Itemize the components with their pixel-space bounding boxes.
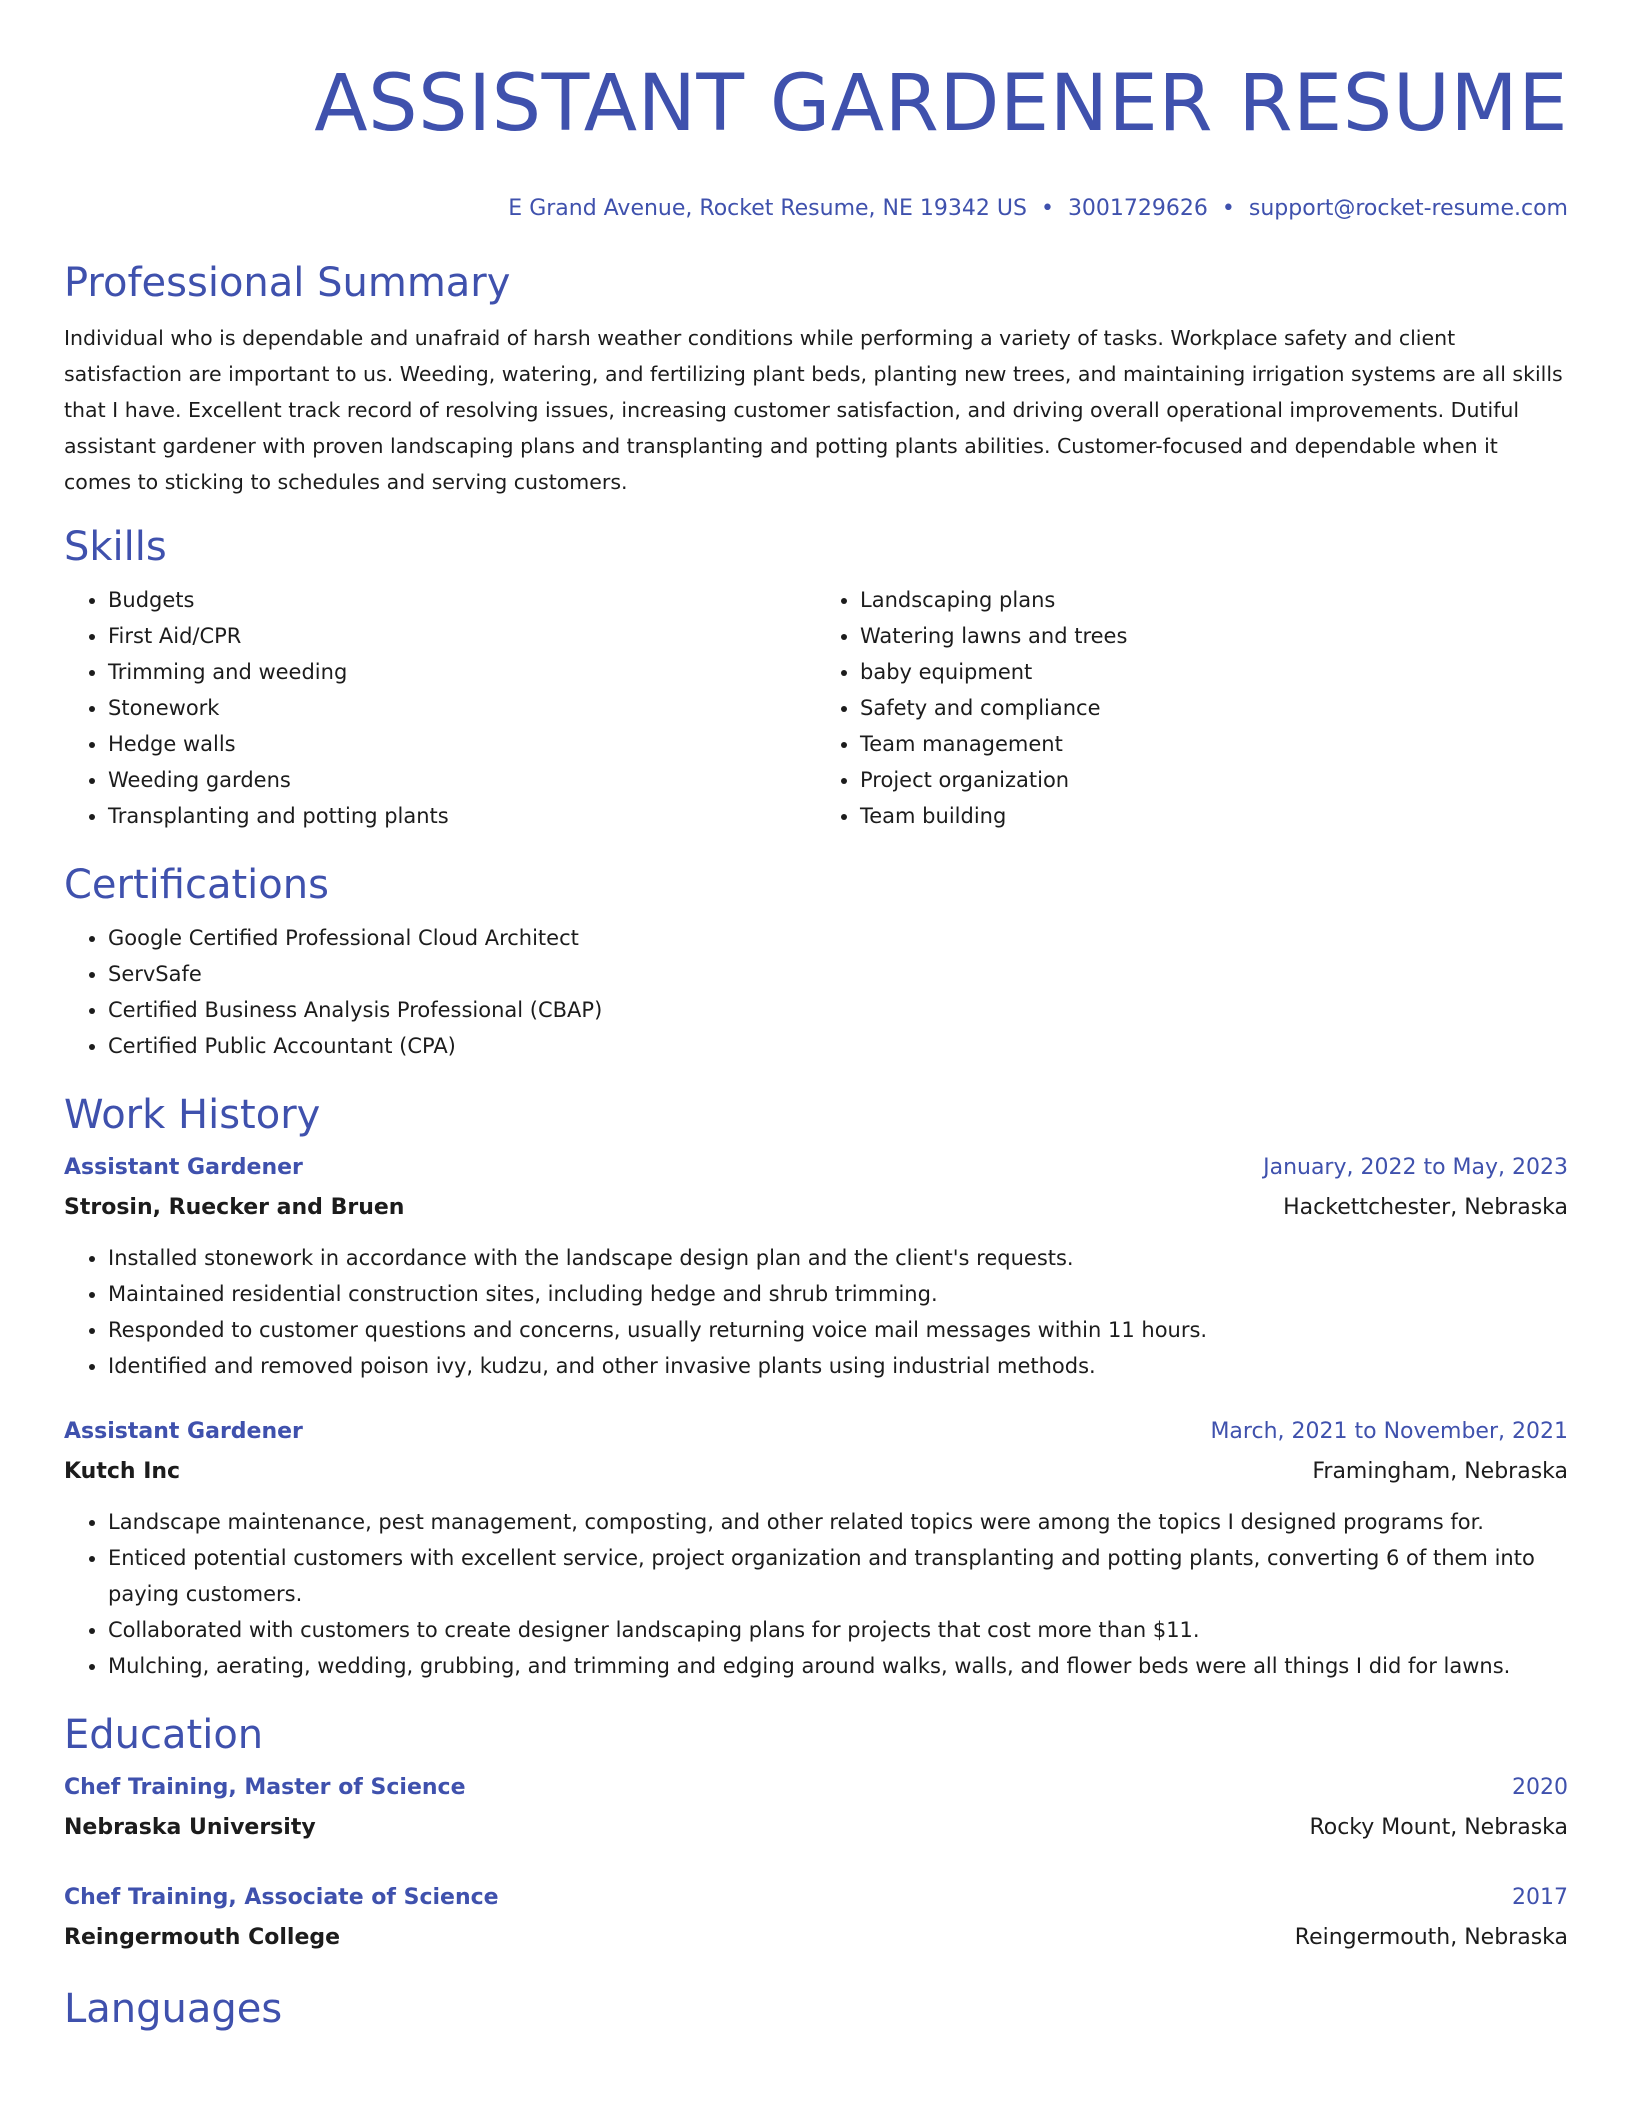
summary-section xyxy=(64,258,1568,500)
contact-address: E Grand Avenue, Rocket Resume, NE 19342 US xyxy=(508,196,1027,221)
contact-separator: • xyxy=(1221,196,1235,221)
skill-item: • First Aid/CPR xyxy=(108,618,816,654)
summary-text: Individual who is dependable and unafraid of harsh weather conditions while performing a variety of tasks. Workplace safety and client satisfaction are important to us. Weeding, watering, and fertilizing plant beds, planting new trees, and maintaining irrigation systems are all skills that I have. Excellent track record of resolving issues, increasing customer satisfaction, and driving overall operational improvements. Dutiful assistant gardener with proven landscaping plans and transplanting and potting plants abilities. Customer-focused and dependable when it comes to sticking to schedules and serving customers. xyxy=(64,326,1563,494)
job-company-row xyxy=(64,1452,1568,1492)
job-company: Strosin, Ruecker and Bruen xyxy=(64,1195,405,1220)
job-bullet: • Mulching, aerating, wedding, grubbing, and trimming and edging around walks, walls, and flower beds were all things I did for lawns. xyxy=(108,1648,1568,1684)
skill-item: • baby equipment xyxy=(860,654,1568,690)
certification-item: • ServSafe xyxy=(108,956,1568,992)
job-entry xyxy=(64,1412,1568,1684)
skill-item: • Weeding gardens xyxy=(108,762,816,798)
education-section xyxy=(64,1710,1568,1958)
education-degree-row xyxy=(64,1878,1568,1918)
certifications-heading: Certifications xyxy=(64,862,329,908)
skill-item: • Landscaping plans xyxy=(860,582,1568,618)
education-degree-row xyxy=(64,1768,1568,1808)
work-history-heading: Work History xyxy=(64,1092,321,1138)
skill-item: • Transplanting and potting plants xyxy=(108,798,816,834)
education-location: Reingermouth, Nebraska xyxy=(1294,1925,1568,1950)
job-location: Framingham, Nebraska xyxy=(1312,1459,1568,1484)
job-bullet: • Maintained residential construction sites, including hedge and shrub trimming. xyxy=(108,1276,1568,1312)
contact-phone: 3001729626 xyxy=(1067,196,1208,221)
certifications-section xyxy=(64,860,1568,1064)
job-company: Kutch Inc xyxy=(64,1459,181,1484)
contact-line xyxy=(64,194,1568,224)
job-company-row xyxy=(64,1188,1568,1228)
job-location: Hackettchester, Nebraska xyxy=(1283,1195,1568,1220)
education-entry xyxy=(64,1878,1568,1958)
education-school: Nebraska University xyxy=(64,1815,316,1840)
skill-item: • Project organization xyxy=(860,762,1568,798)
skill-item: • Budgets xyxy=(108,582,816,618)
education-year: 2017 xyxy=(1512,1885,1568,1910)
education-school-row xyxy=(64,1918,1568,1958)
languages-section xyxy=(64,1984,1568,2034)
skills-list-right xyxy=(816,582,1568,834)
skills-section xyxy=(64,522,1568,834)
education-school-row xyxy=(64,1808,1568,1848)
job-bullet: • Collaborated with customers to create designer landscaping plans for projects that cost more than $11. xyxy=(108,1612,1568,1648)
certification-item: • Google Certified Professional Cloud Architect xyxy=(108,920,1568,956)
job-bullet: • Landscape maintenance, pest management, composting, and other related topics were among the topics I designed programs for. xyxy=(108,1504,1568,1540)
work-history-section xyxy=(64,1090,1568,1684)
certification-item: • Certified Public Accountant (CPA) xyxy=(108,1028,1568,1064)
job-bullet: • Identified and removed poison ivy, kudzu, and other invasive plants using industrial methods. xyxy=(108,1348,1568,1384)
resume-header xyxy=(64,0,1568,224)
job-title-row xyxy=(64,1148,1568,1188)
certification-item: • Certified Business Analysis Professional (CBAP) xyxy=(108,992,1568,1028)
skills-grid xyxy=(64,582,1568,834)
summary-heading: Professional Summary xyxy=(64,260,511,306)
skill-item: • Hedge walls xyxy=(108,726,816,762)
job-dates: March, 2021 to November, 2021 xyxy=(1210,1419,1568,1444)
skill-item: • Team building xyxy=(860,798,1568,834)
job-title: Assistant Gardener xyxy=(64,1419,303,1444)
skills-heading: Skills xyxy=(64,524,167,570)
languages-heading: Languages xyxy=(64,1986,283,2032)
education-heading: Education xyxy=(64,1712,264,1758)
job-bullet: • Installed stonework in accordance with the landscape design plan and the client's requests. xyxy=(108,1240,1568,1276)
education-year: 2020 xyxy=(1512,1775,1568,1800)
education-entry xyxy=(64,1768,1568,1848)
job-title: Assistant Gardener xyxy=(64,1155,303,1180)
skill-item: • Safety and compliance xyxy=(860,690,1568,726)
education-school: Reingermouth College xyxy=(64,1925,341,1950)
contact-separator: • xyxy=(1040,196,1054,221)
education-degree: Chef Training, Master of Science xyxy=(64,1775,466,1800)
skill-item: • Trimming and weeding xyxy=(108,654,816,690)
job-bullets xyxy=(64,1504,1568,1684)
job-title-row xyxy=(64,1412,1568,1452)
certifications-list xyxy=(64,920,1568,1064)
job-bullet: • Responded to customer questions and concerns, usually returning voice mail messages within 11 hours. xyxy=(108,1312,1568,1348)
skill-item: • Team management xyxy=(860,726,1568,762)
education-degree: Chef Training, Associate of Science xyxy=(64,1885,499,1910)
job-bullet: • Enticed potential customers with excellent service, project organization and transplanting and potting plants, converting 6 of them into paying customers. xyxy=(108,1540,1568,1612)
job-dates: January, 2022 to May, 2023 xyxy=(1263,1155,1568,1180)
job-entry xyxy=(64,1148,1568,1384)
resume-title: ASSISTANT GARDENER RESUME xyxy=(314,59,1568,149)
skill-item: • Watering lawns and trees xyxy=(860,618,1568,654)
skill-item: • Stonework xyxy=(108,690,816,726)
skills-list-left xyxy=(64,582,816,834)
contact-email[interactable]: support@rocket-resume.com xyxy=(1248,196,1568,221)
education-location: Rocky Mount, Nebraska xyxy=(1309,1815,1568,1840)
job-bullets xyxy=(64,1240,1568,1384)
